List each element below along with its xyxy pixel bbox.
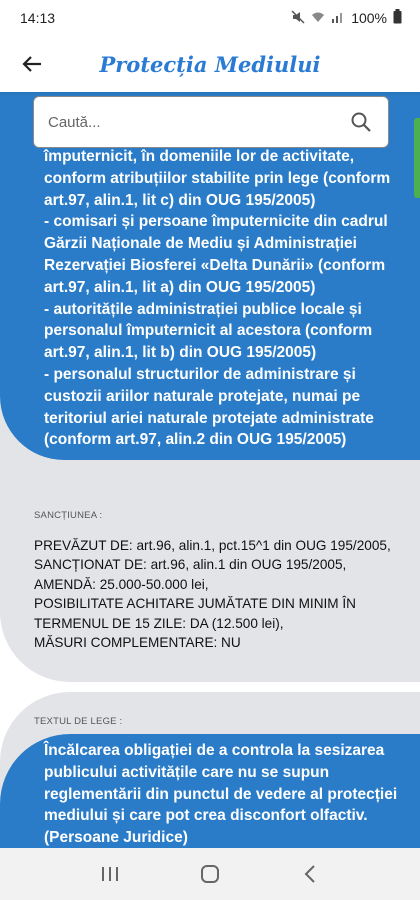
text-line: mediului și care pot crea disconfort olfactiv. (44, 807, 368, 825)
arrow-left-icon (21, 53, 43, 75)
search-icon (350, 111, 372, 133)
search-input[interactable] (48, 114, 348, 131)
system-back-button[interactable] (290, 854, 330, 894)
text-line: - comisari și persoane împuternicite din cadrul (44, 213, 388, 231)
text-line: reglementării din punctul de vedere al protecției (44, 785, 398, 803)
wifi-icon (311, 10, 325, 27)
battery-icon (393, 9, 402, 27)
text-line: Rezervației Biosferei «Delta Dunării» (conform (44, 256, 386, 274)
status-icons (291, 9, 402, 27)
text-line: conform atribuțiilor stabilite prin lege (conform (44, 169, 391, 187)
text-line: art.97, alin.1, lit b) din OUG 195/2005) (44, 344, 317, 362)
results-list[interactable] (0, 92, 420, 848)
sanction-line: PREVĂZUT DE: art.96, alin.1, pct.15^1 din OUG 195/2005, (34, 538, 391, 553)
text-line: personalul împuternicit al acestora (conform (44, 322, 373, 340)
sanction-line: SANCȚIONAT DE: art.96, alin.1 din OUG 195/2005, (34, 557, 347, 573)
home-button[interactable] (190, 854, 230, 894)
sanction-line: TERMENUL DE 15 ZILE: DA (12.500 lei), (34, 615, 284, 631)
search-button[interactable] (348, 109, 374, 135)
sanction-text (34, 536, 391, 652)
home-icon (200, 864, 220, 884)
text-line: Gărzii Naționale de Mediu și Administrației (44, 235, 357, 253)
sanction-line: AMENDĂ: 25.000-50.000 lei, (34, 576, 209, 592)
law-text-bubble (0, 734, 420, 848)
sanction-line: POSIBILITATE ACHITARE JUMĂTATE DIN MINIM ÎN (34, 596, 356, 612)
text-line: teritoriul ariei naturale protejate administrate (44, 409, 374, 427)
mute-icon (291, 10, 305, 27)
sanction-label: SANCȚIUNEA : (34, 510, 103, 521)
scroll-indicator (414, 118, 420, 198)
text-line: - autoritățile administrației publice locale și (44, 300, 362, 318)
law-text (44, 146, 390, 451)
battery-level: 100% (351, 10, 387, 26)
text-line: art.97, alin.1, lit a) din OUG 195/2005) (44, 278, 316, 296)
text-line: (conform art.97, alin.2 din OUG 195/2005) (44, 431, 347, 449)
law-text (44, 740, 397, 848)
sanction-line: MĂSURI COMPLEMENTARE: NU (34, 635, 241, 651)
text-line: Încălcarea obligației de a controla la sesizarea (44, 742, 385, 759)
back-button[interactable] (14, 46, 50, 82)
search-box (33, 96, 389, 148)
text-line: custozii ariilor naturale protejate, numai pe (44, 387, 361, 405)
back-icon (303, 864, 317, 884)
signal-icon (331, 10, 345, 27)
status-time: 14:13 (20, 10, 56, 26)
system-nav-bar (0, 848, 420, 900)
text-line: împuternicit, în domeniile lor de activitate, (44, 148, 355, 165)
recents-button[interactable] (90, 854, 130, 894)
text-line: art.97, alin.1, lit c) din OUG 195/2005) (44, 191, 316, 209)
law-label: TEXTUL DE LEGE : (34, 716, 123, 727)
status-bar (0, 0, 420, 36)
recents-icon (100, 865, 120, 883)
text-line: publicului activitățile care nu se supun (44, 763, 330, 781)
page-title: Protecția Mediului (99, 51, 321, 77)
app-bar (0, 36, 420, 92)
text-line: - personalul structurilor de administrare și (44, 365, 356, 383)
text-line: (Persoane Juridice) (44, 829, 188, 847)
